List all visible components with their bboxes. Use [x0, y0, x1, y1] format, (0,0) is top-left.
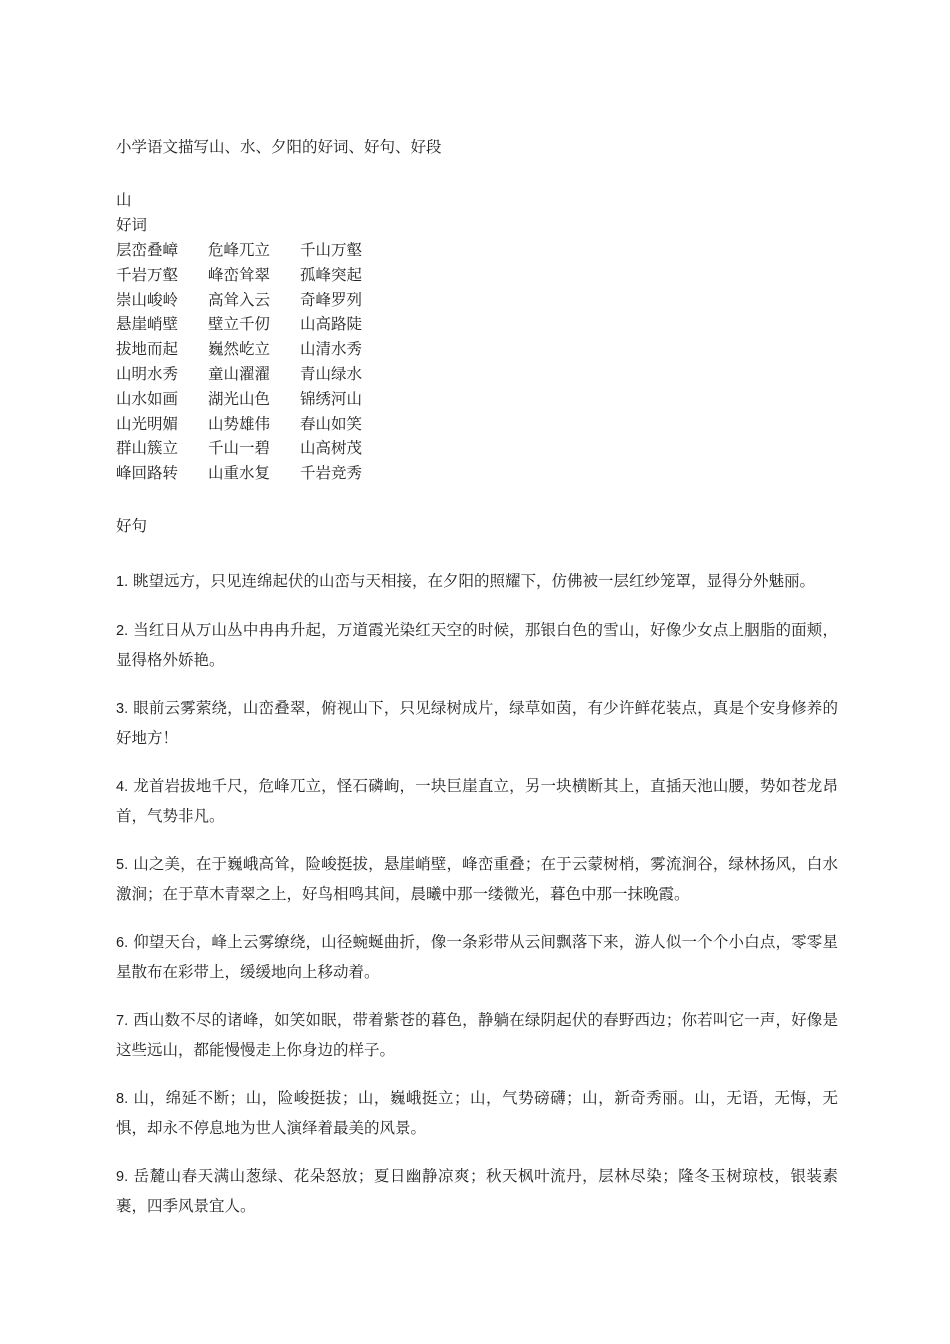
word-row [116, 362, 838, 387]
sentence-item [116, 1162, 838, 1220]
word-row [116, 387, 838, 412]
sentence-number: 9. [116, 1169, 129, 1186]
word-item: 山重水复 [208, 464, 271, 483]
word-item: 群山簇立 [116, 439, 179, 458]
word-item: 童山濯濯 [208, 364, 271, 383]
word-item: 巍然屹立 [208, 340, 271, 359]
word-item: 山势雄伟 [208, 414, 271, 433]
word-row [116, 238, 838, 263]
spacer [116, 539, 838, 567]
word-item: 峰峦耸翠 [208, 265, 271, 284]
sentence-text: 龙首岩拔地千尺，危峰兀立，怪石磷峋，一块巨崖直立，另一块横断其上，直插天池山腰，势如苍龙昂首，气势非凡。 [116, 777, 838, 825]
sentence-number: 2. [116, 623, 129, 640]
word-item: 青山绿水 [300, 364, 363, 383]
good-sentences-label: 好句 [116, 516, 148, 535]
sentence-number: 6. [116, 935, 129, 952]
sentence-number: 8. [116, 1091, 129, 1108]
sentence-item [116, 1084, 838, 1142]
word-item: 千岩竞秀 [300, 464, 363, 483]
sentence-text: 山之美，在于巍峨高耸，险峻挺拔，悬崖峭壁，峰峦重叠；在于云蒙树梢，雾流涧谷，绿林扬风，白水激涧；在于草木青翠之上，好鸟相鸣其间，晨曦中那一缕微光，暮色中那一抹晚霞。 [116, 855, 838, 903]
spacer [116, 486, 838, 514]
word-item: 悬崖峭壁 [116, 315, 179, 334]
word-item: 山高树茂 [300, 439, 363, 458]
word-item: 峰回路转 [116, 464, 179, 483]
sentence-text: 当红日从万山丛中冉冉升起，万道霞光染红天空的时候，那银白色的雪山，好像少女点上胭脂的面颊，显得格外娇艳。 [116, 621, 838, 669]
word-item: 千山一碧 [208, 439, 271, 458]
word-row [116, 263, 838, 288]
sentence-number: 3. [116, 701, 129, 718]
sentence-item [116, 694, 838, 752]
sentence-text: 眺望远方，只见连绵起伏的山峦与天相接，在夕阳的照耀下，仿佛被一层红纱笼罩，显得分外魅丽。 [133, 571, 816, 590]
word-row [116, 337, 838, 362]
sentence-item [116, 1006, 838, 1064]
word-item: 千山万壑 [300, 241, 363, 259]
word-item: 山高路陡 [300, 315, 363, 334]
word-item: 高耸入云 [208, 290, 271, 309]
word-item: 山明水秀 [116, 364, 179, 383]
good-sentences-list [116, 567, 838, 1221]
sentence-text: 仰望天台，峰上云雾缭绕，山径蜿蜒曲折，像一条彩带从云间飘落下来，游人似一个个小白点，零零星星散布在彩带上，缓缓地向上移动着。 [116, 933, 838, 981]
sentence-number: 5. [116, 857, 129, 874]
word-item: 山清水秀 [300, 340, 363, 359]
word-item: 锦绣河山 [300, 389, 363, 408]
good-words-table [116, 238, 838, 486]
word-item: 千岩万壑 [116, 265, 179, 284]
spacer [116, 160, 838, 188]
good-words-label: 好词 [116, 216, 148, 234]
sentence-item [116, 616, 838, 674]
word-item: 山水如画 [116, 389, 179, 408]
section-heading-mountain: 山 [116, 191, 132, 209]
document-page [116, 134, 838, 1240]
sentence-text: 西山数不尽的诸峰，如笑如眠，带着紫苍的暮色，静躺在绿阴起伏的春野西边；你若叫它一声，好像是这些远山，都能慢慢走上你身边的样子。 [116, 1011, 838, 1059]
word-item: 层峦叠嶂 [116, 241, 179, 259]
word-row [116, 461, 838, 486]
word-row [116, 288, 838, 313]
document-title: 小学语文描写山、水、夕阳的好词、好句、好段 [116, 138, 442, 156]
word-item: 危峰兀立 [208, 241, 271, 259]
word-item: 山光明媚 [116, 414, 179, 433]
word-item: 孤峰突起 [300, 265, 363, 284]
word-item: 奇峰罗列 [300, 290, 363, 309]
word-row [116, 436, 838, 461]
sentence-number: 7. [116, 1013, 129, 1030]
sentence-text: 岳麓山春天满山葱绿、花朵怒放；夏日幽静凉爽；秋天枫叶流丹，层林尽染；隆冬玉树琼枝，银装素裹，四季风景宜人。 [116, 1167, 838, 1215]
word-item: 壁立千仞 [208, 315, 271, 334]
word-row [116, 412, 838, 437]
sentence-number: 1. [116, 573, 129, 590]
word-item: 崇山峻岭 [116, 290, 179, 309]
sentence-text: 眼前云雾萦绕，山峦叠翠，俯视山下，只见绿树成片，绿草如茵，有少许鲜花装点，真是个安身修养的好地方！ [116, 699, 838, 747]
sentence-number: 4. [116, 779, 129, 796]
word-item: 湖光山色 [208, 389, 271, 408]
sentence-item [116, 850, 838, 908]
word-item: 拔地而起 [116, 340, 179, 359]
word-item: 春山如笑 [300, 414, 363, 433]
sentence-item [116, 772, 838, 830]
sentence-item [116, 928, 838, 986]
sentence-text: 山，绵延不断；山，险峻挺拔；山，巍峨挺立；山，气势磅礴；山，新奇秀丽。山，无语，无悔，无惧，却永不停息地为世人演绎着最美的风景。 [116, 1089, 838, 1137]
word-row [116, 312, 838, 337]
sentence-item [116, 567, 838, 597]
